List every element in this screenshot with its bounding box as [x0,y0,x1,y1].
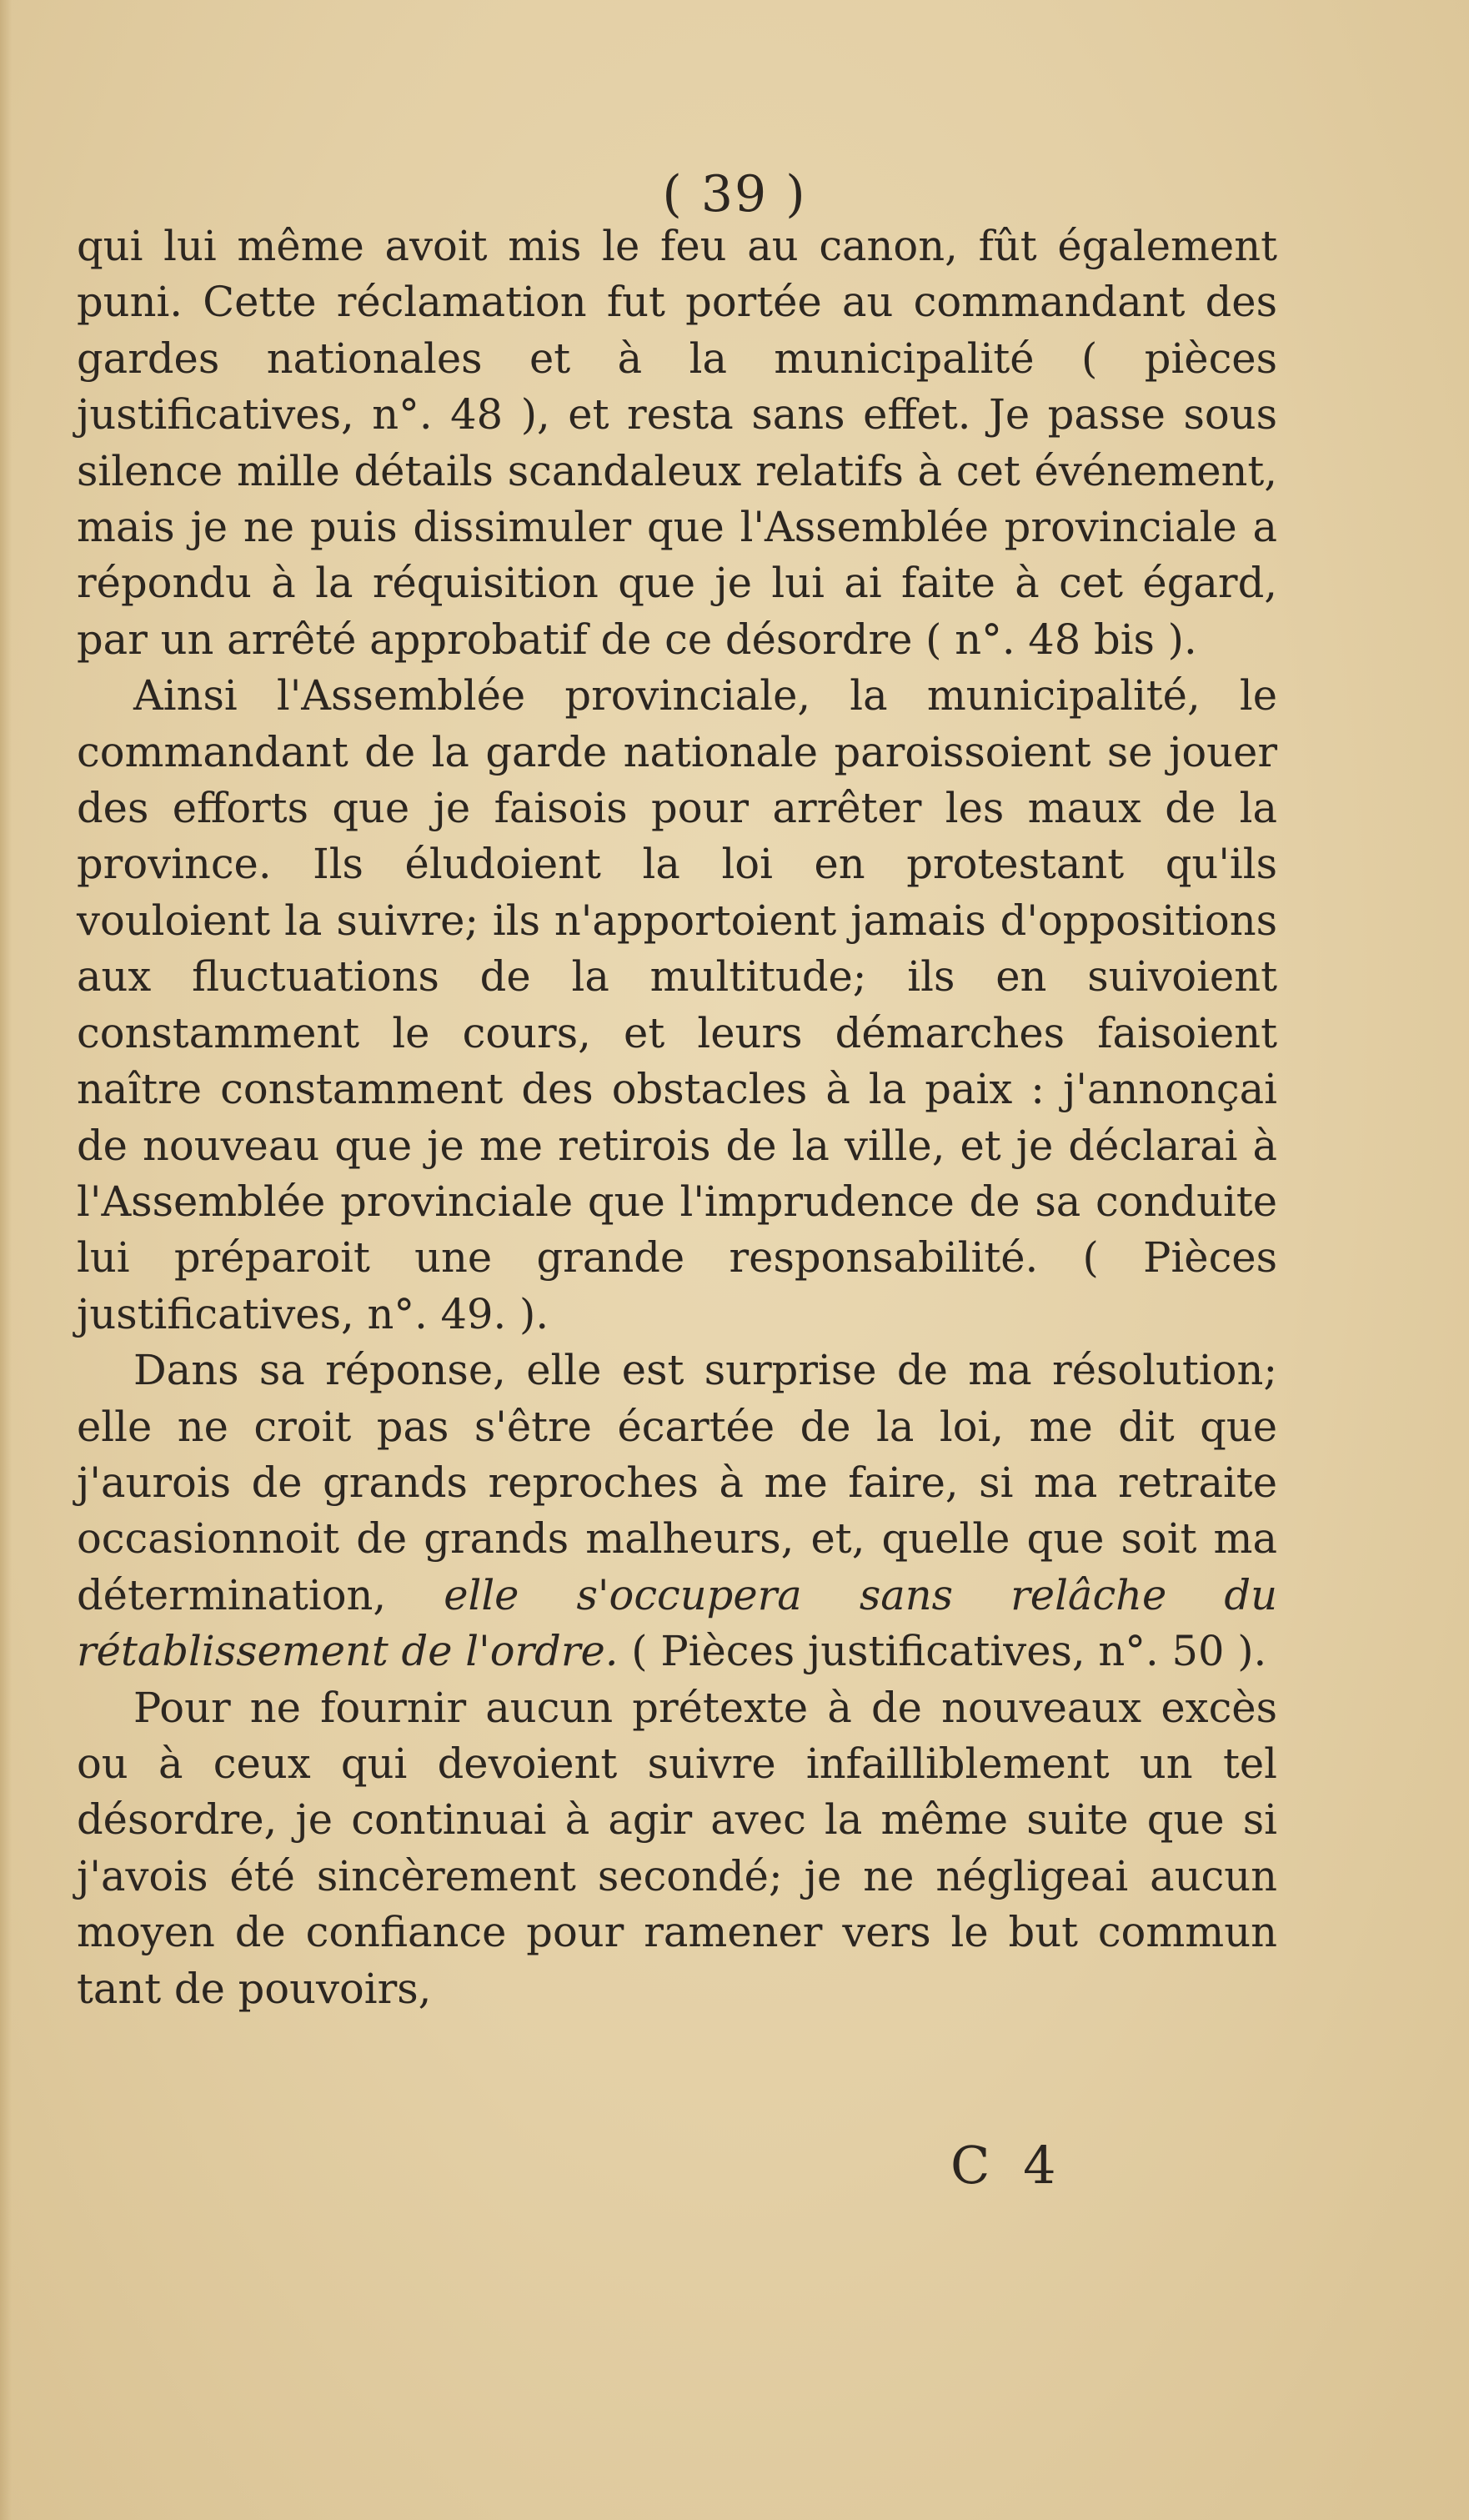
paragraph-3-italic-quote: elle s'occupera sans relâche du rétablissement de l'ordre. [77,1570,1277,1676]
paragraph-1: qui lui même avoit mis le feu au canon, fût également puni. Cette réclamation fut portée au commandant des gardes nationales et à la municipalité ( pièces justificatives, n°. 48 ), et resta sans effet. Je passe sous silence mille détails scandaleux relatifs à cet événement, mais je ne puis dissimuler que l'Assemblée provinciale a répondu à la réquisition que je lui ai faite à cet égard, par un arrêté approbatif de ce désordre ( n°. 48 bis ). [77,222,1277,664]
paragraph-2: Ainsi l'Assemblée provinciale, la municipalité, le commandant de la garde nationale paroissoient se jouer des efforts que je faisois pour arrêter les maux de la province. Ils éludoient la loi en protestant qu'ils vouloient la suivre; ils n'apportoient jamais d'oppositions aux fluctuations de la multitude; ils en suivoient constamment le cours, et leurs démarches faisoient naître constamment des obstacles à la paix : j'annonçai de nouveau que je me retirois de la ville, et je déclarai à l'Assemblée provinciale que l'imprudence de sa conduite lui préparoit une grande responsabilité. ( Pièces justificatives, n°. 49. ). [77,671,1277,1338]
signature-mark: C 4 [950,2135,1065,2196]
paragraph-3 [77,1343,1277,1679]
body-text [77,218,1277,2017]
paragraph-3-text-after: ( Pièces justificatives, n°. 50 ). [618,1627,1267,1676]
page-number-header: ( 39 ) [662,165,807,223]
paragraph-4: Pour ne fournir aucun prétexte à de nouveaux excès ou à ceux qui devoient suivre infailliblement un tel désordre, je continuai à agir avec la même suite que si j'avois été sincèrement secondé; je ne négligeai aucun moyen de confiance pour ramener vers le but commun tant de pouvoirs, [77,1683,1277,2013]
paragraph-3-text-before: Dans sa réponse, elle est surprise de ma résolution; elle ne croit pas s'être écartée de la loi, me dit que j'aurois de grands reproches à me faire, si ma retraite occasionnoit de grands malheurs, et, quelle que soit ma détermination, [77,1346,1277,1619]
page-edge-shadow [0,0,12,2520]
